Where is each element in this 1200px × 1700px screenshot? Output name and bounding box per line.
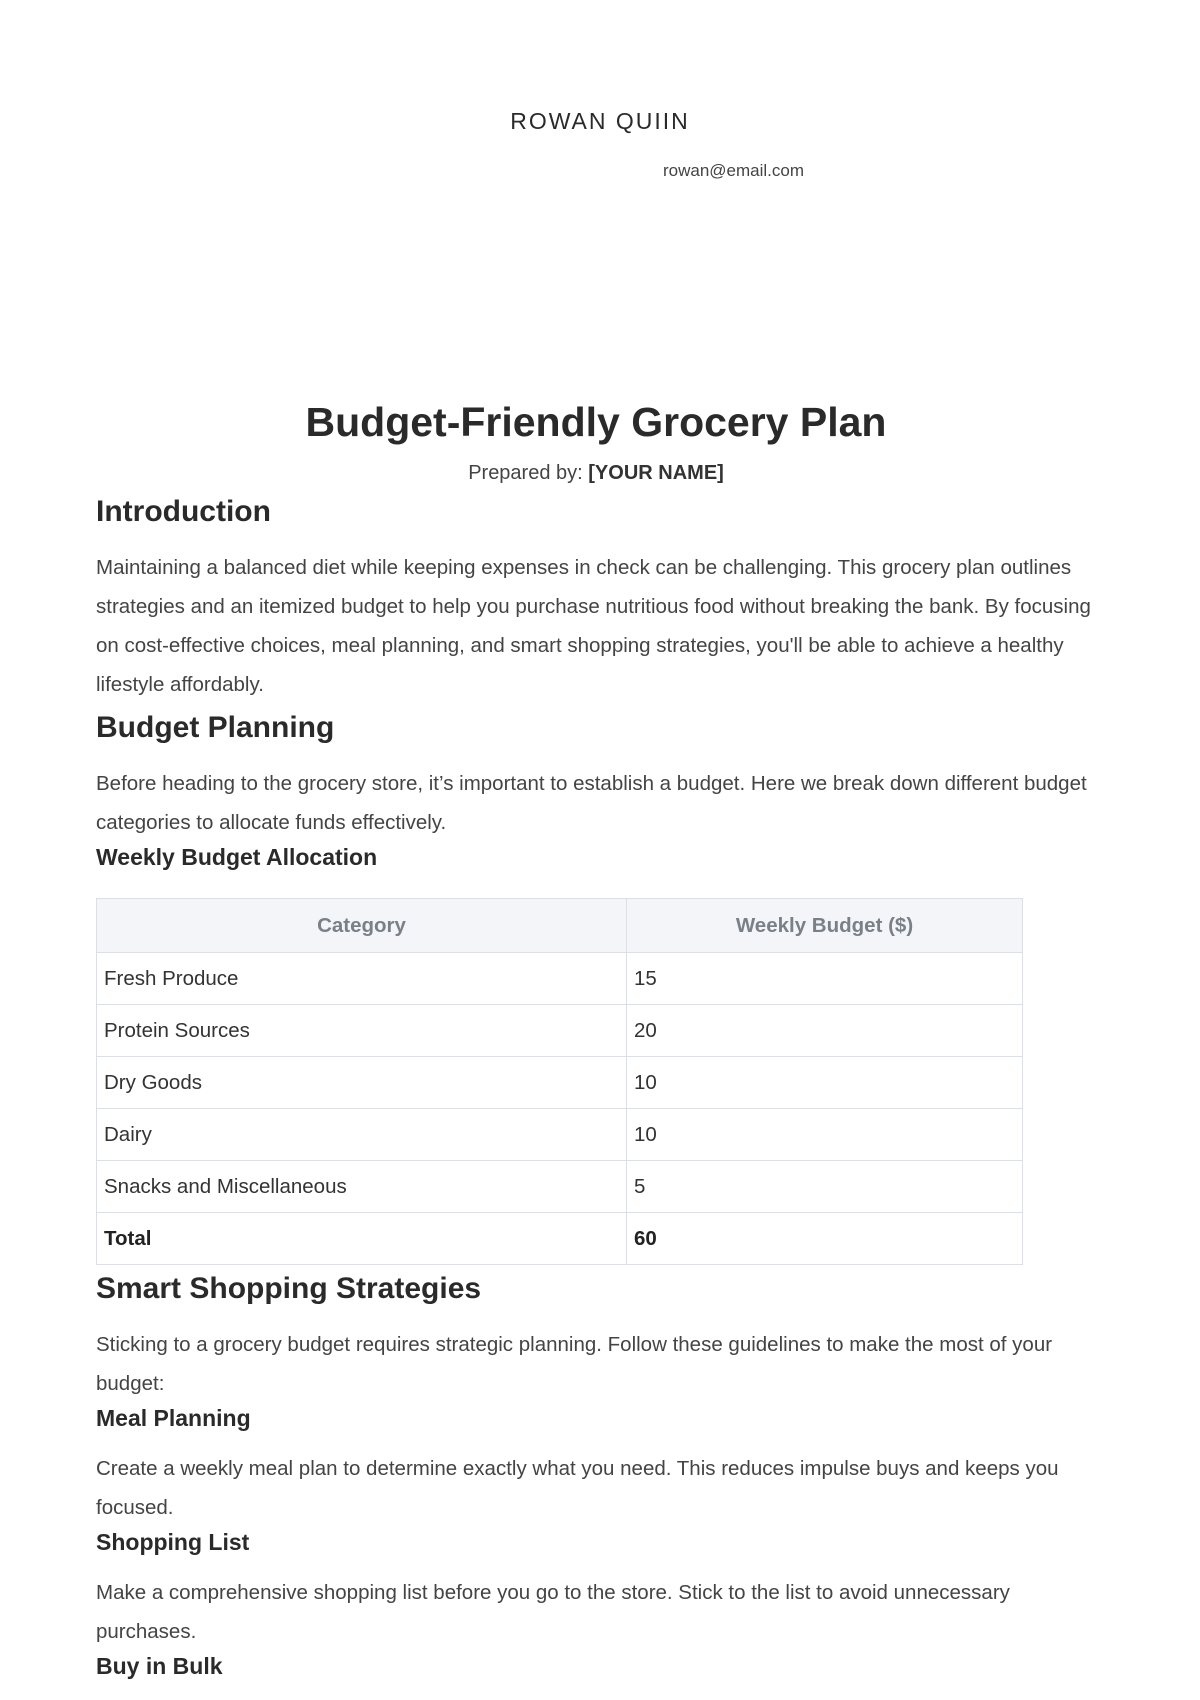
category-cell: Snacks and Miscellaneous (97, 1161, 627, 1213)
total-label-cell: Total (97, 1213, 627, 1265)
table-row (97, 1109, 1023, 1161)
document-body (96, 396, 1096, 1681)
total-value-cell: 60 (627, 1213, 1023, 1265)
author-email: rowan@email.com (663, 161, 805, 180)
table-row (97, 1057, 1023, 1109)
budget-planning-text: Before heading to the grocery store, it’s important to establish a budget. Here we break down different budget categories to allocate funds effectively. (96, 772, 1087, 834)
smart-shopping-heading: Smart Shopping Strategies (96, 1272, 482, 1305)
column-header-category: Category (97, 899, 627, 953)
prepared-by-name: [YOUR NAME] (588, 462, 724, 484)
meal-planning-heading: Meal Planning (96, 1405, 251, 1431)
smart-shopping-text: Sticking to a grocery budget requires strategic planning. Follow these guidelines to make the most of your budget: (96, 1333, 1053, 1395)
introduction-heading: Introduction (96, 495, 271, 528)
introduction-text: Maintaining a balanced diet while keeping expenses in check can be challenging. This grocery plan outlines strategies and an itemized budget to help you purchase nutritious food without breaking the bank. By focusing on cost-effective choices, meal planning, and smart shopping strategies, you'll be able to achieve a healthy lifestyle affordably. (96, 556, 1091, 696)
table-row (97, 1161, 1023, 1213)
author-name: ROWAN QUIIN (510, 108, 690, 134)
shopping-list-text: Make a comprehensive shopping list before you go to the store. Stick to the list to avoid unnecessary purchases. (96, 1581, 1010, 1643)
category-cell: Protein Sources (97, 1005, 627, 1057)
meal-planning-text: Create a weekly meal plan to determine exactly what you need. This reduces impulse buys and keeps you focused. (96, 1457, 1059, 1519)
category-cell: Fresh Produce (97, 953, 627, 1005)
budget-planning-heading: Budget Planning (96, 711, 335, 744)
table-row (97, 1005, 1023, 1057)
weekly-budget-table (96, 898, 1023, 1265)
table-row (97, 953, 1023, 1005)
weekly-budget-heading: Weekly Budget Allocation (96, 844, 378, 870)
budget-cell: 10 (627, 1109, 1023, 1161)
budget-cell: 20 (627, 1005, 1023, 1057)
budget-cell: 15 (627, 953, 1023, 1005)
prepared-by-line (96, 460, 1096, 486)
table-header-row (97, 899, 1023, 953)
category-cell: Dairy (97, 1109, 627, 1161)
buy-in-bulk-heading: Buy in Bulk (96, 1653, 223, 1679)
prepared-by-label: Prepared by: (468, 462, 583, 484)
shopping-list-heading: Shopping List (96, 1529, 250, 1555)
budget-cell: 10 (627, 1057, 1023, 1109)
document-title: Budget-Friendly Grocery Plan (305, 399, 887, 445)
category-cell: Dry Goods (97, 1057, 627, 1109)
column-header-weekly-budget: Weekly Budget ($) (627, 899, 1023, 953)
table-total-row (97, 1213, 1023, 1265)
budget-cell: 5 (627, 1161, 1023, 1213)
